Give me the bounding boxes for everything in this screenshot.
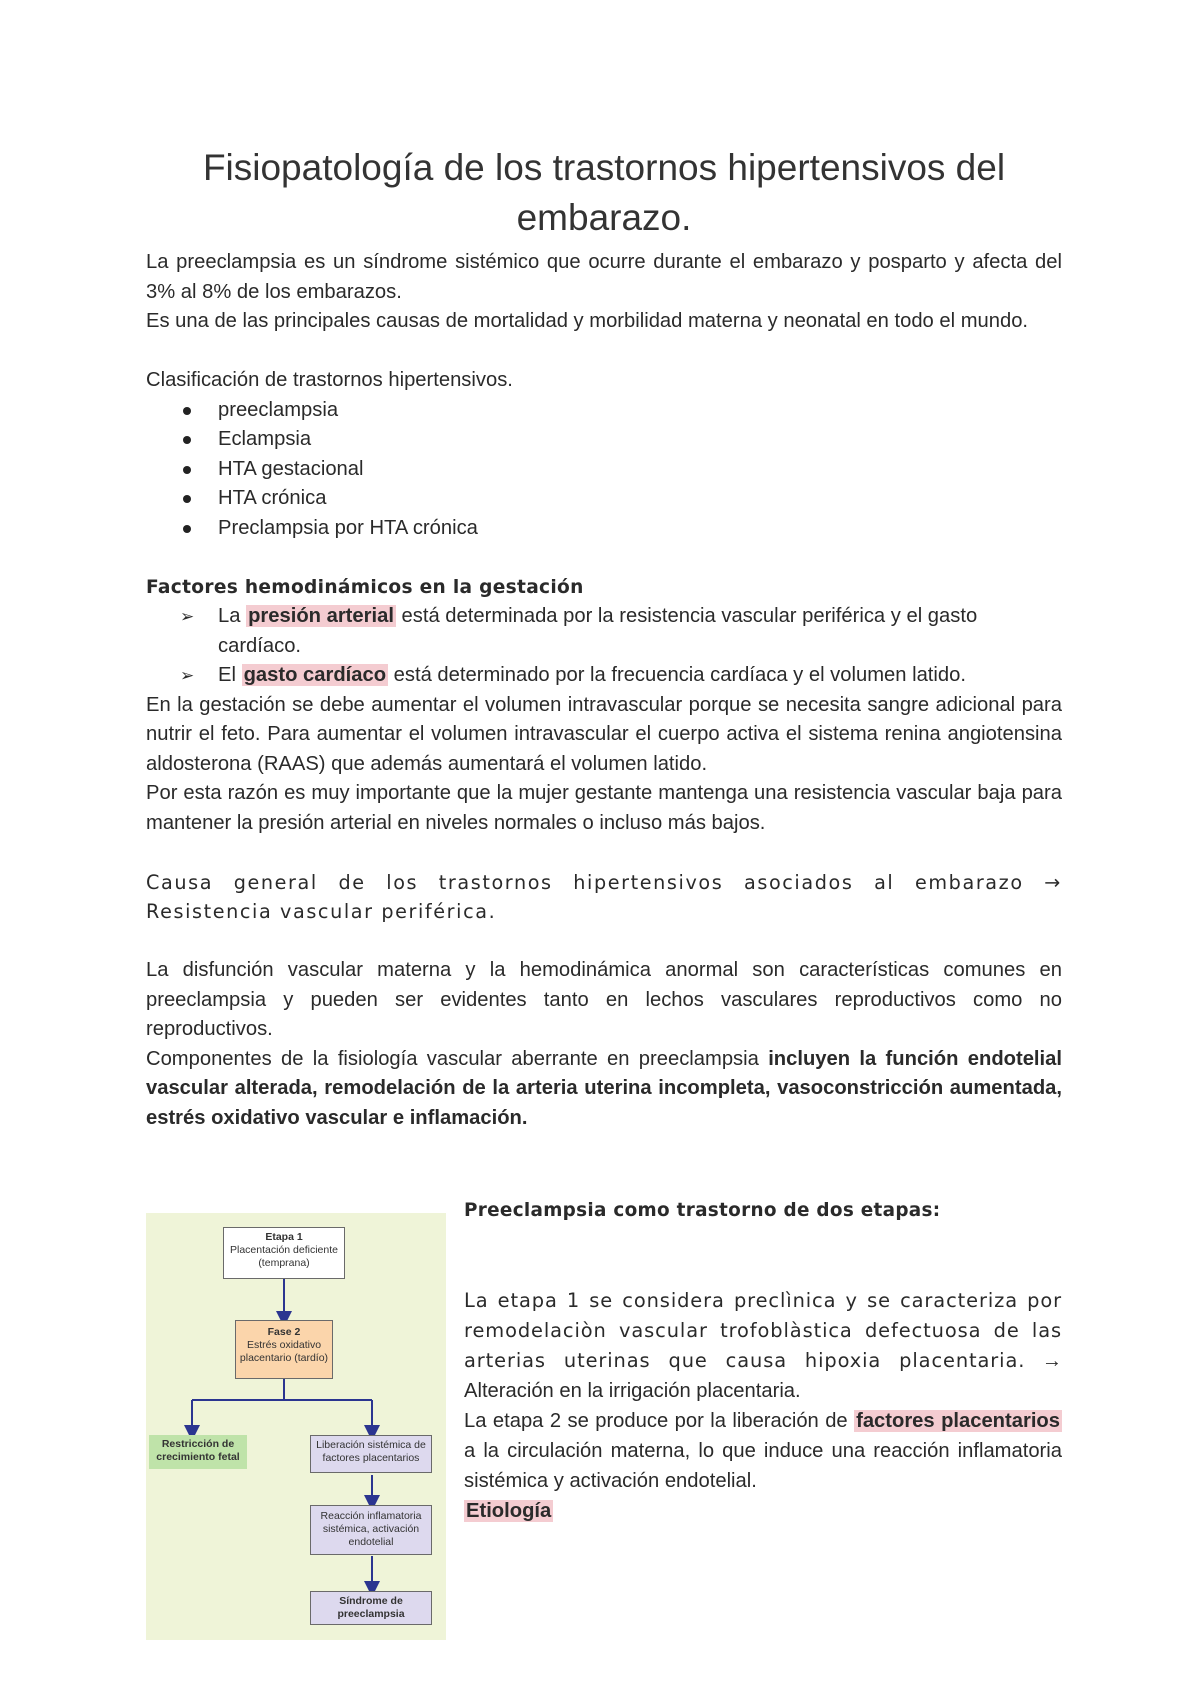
arrow-bullet-icon: ➢ (180, 607, 195, 626)
hemodynamics-list (146, 602, 1062, 691)
classification-heading: Clasificación de trastornos hipertensivos. (146, 369, 513, 391)
classification-list (146, 396, 1062, 544)
stage-2-paragraph: La etapa 2 se produce por la liberación de factores placentarios a la circulación materna, lo que induce una reacción inflamatoria sistémica y activación endotelial. (464, 1410, 1062, 1492)
page-title: Fisiopatología de los trastornos hipertensivos del embarazo. (202, 147, 1006, 238)
liberacion-factores-box: Liberación sistémica de factores placentarios (310, 1435, 432, 1473)
arrow-bullet-icon: ➢ (180, 666, 195, 685)
etiology-heading: Etiología (466, 1500, 552, 1522)
highlight-gasto-cardiaco: gasto cardíaco (243, 664, 387, 686)
preeclampsia-flowchart (146, 1213, 446, 1640)
etapa-1-box: Etapa 1 Placentación deficiente (temprana) (223, 1227, 345, 1279)
list-item: ➢ La presión arterial está determinada por la resistencia vascular periférica y el gasto cardíaco. (218, 602, 1062, 661)
cause-paragraph: Causa general de los trastornos hipertensivos asociados al embarazo → Resistencia vascular periférica. (146, 870, 1062, 923)
hemodynamics-paragraph-1: En la gestación se debe aumentar el volumen intravascular porque se necesita sangre adicional para nutrir el feto. Para aumentar el volumen intravascular el cuerpo activa el sistema renina angiotensina aldosterona (RAAS) que además aumentará el volumen latido. (146, 693, 1062, 775)
highlight-presion-arterial: presión arterial (248, 605, 394, 627)
intro-paragraph-1: La preeclampsia es un síndrome sistémico que ocurre durante el embarazo y posparto y afecta del 3% al 8% de los embarazos. (146, 251, 1062, 303)
list-item: HTA gestacional (218, 455, 1062, 485)
stage-1-paragraph: La etapa 1 se considera preclìnica y se caracteriza por remodelaciòn vascular trofoblàstica defectuosa de las arterias uterinas que causa hipoxia placentaria. → Alteración en la irrigación placentaria. (464, 1289, 1063, 1402)
hemodynamics-heading: Factores hemodinámicos en la gestación (146, 576, 584, 598)
fase-2-box: Fase 2 Estrés oxidativo placentario (tardío) (235, 1320, 333, 1379)
list-item: Eclampsia (218, 425, 1062, 455)
highlight-factores-placentarios: factores placentarios (856, 1410, 1060, 1432)
two-stage-heading: Preeclampsia como trastorno de dos etapas: (464, 1200, 941, 1221)
dysfunction-paragraph-2: Componentes de la fisiología vascular aberrante en preeclampsia incluyen la función endotelial vascular alterada, remodelación de la arteria uterina incompleta, vasoconstricción aumentada, estrés oxidativo vascular e inflamación. (146, 1047, 1062, 1129)
dysfunction-paragraph-1: La disfunción vascular materna y la hemodinámica anormal son características comunes en preeclampsia y pueden ser evidentes tanto en lechos vasculares reproductivos como no reproductivos. (146, 959, 1062, 1040)
sindrome-preeclampsia-box: Síndrome de preeclampsia (310, 1591, 432, 1625)
restriccion-crecimiento-box: Restricción de crecimiento fetal (149, 1435, 247, 1469)
intro-paragraph-2: Es una de las principales causas de mortalidad y morbilidad materna y neonatal en todo el mundo. (146, 310, 1029, 332)
document-body (146, 248, 1062, 1133)
list-item: preeclampsia (218, 396, 1062, 426)
two-stage-section (464, 1196, 1062, 1526)
list-item: Preclampsia por HTA crónica (218, 514, 1062, 544)
list-item: ➢ El gasto cardíaco está determinado por la frecuencia cardíaca y el volumen latido. (218, 661, 1062, 691)
hemodynamics-paragraph-2: Por esta razón es muy importante que la mujer gestante mantenga una resistencia vascular baja para mantener la presión arterial en niveles normales o incluso más bajos. (146, 782, 1062, 834)
list-item: HTA crónica (218, 484, 1062, 514)
reaccion-inflamatoria-box: Reacción inflamatoria sistémica, activación endotelial (310, 1505, 432, 1555)
bold-components: incluyen la función endotelial vascular alterada, remodelación de la arteria uterina incompleta, vasoconstricción aumentada, estrés oxidativo vascular e inflamación. (146, 1047, 1062, 1129)
